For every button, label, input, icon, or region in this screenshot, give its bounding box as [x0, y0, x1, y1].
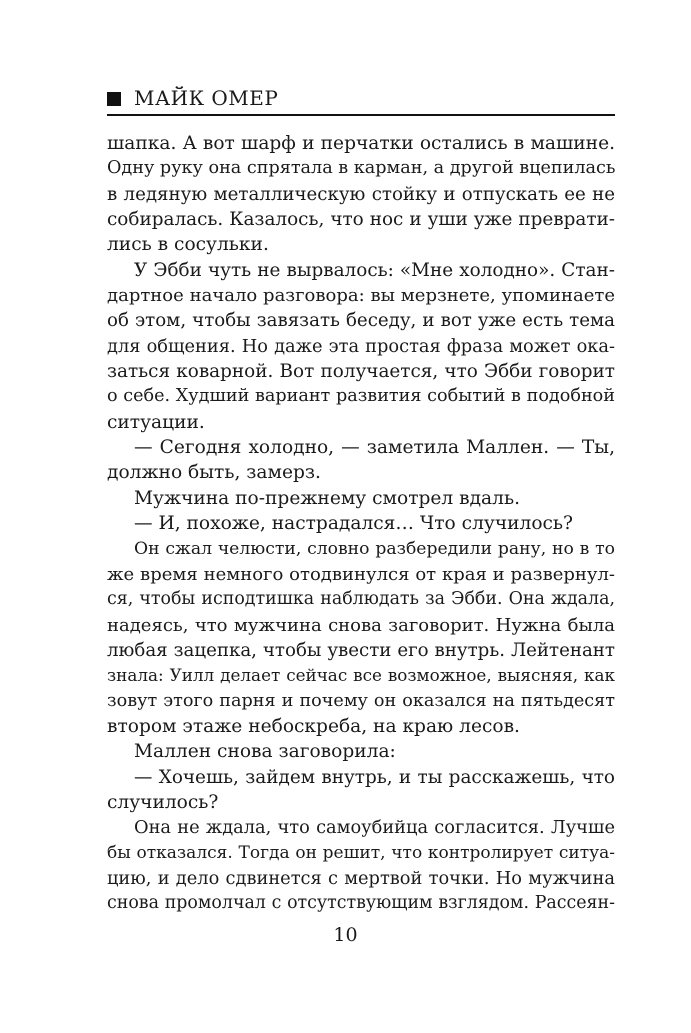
text-line: снова промолчал с отсутствующим взглядом. Рассеян-	[107, 893, 615, 914]
text-line: случилось?	[107, 791, 219, 813]
text-line: втором этаже небоскреба, на краю лесов.	[107, 715, 520, 737]
text-line: Маллен снова заговорила:	[134, 741, 396, 763]
page-number: 10	[333, 924, 358, 946]
text-line: заться коварной. Вот получается, что Эбби говорит	[107, 361, 615, 383]
text-line: собиралась. Казалось, что нос и уши уже преврати-	[107, 209, 615, 231]
text-line: о себе. Худший вариант развития событий в подобной	[107, 386, 615, 407]
text-line: — И, похоже, настрадался… Что случилось?	[134, 513, 574, 535]
text-line: ся, чтобы исподтишка наблюдать за Эбби. Она ждала,	[107, 589, 615, 610]
text-line: — Сегодня холодно, — заметила Маллен. — Ты,	[134, 437, 615, 459]
text-line: цию, и дело сдвинется с мертвой точки. Но мужчина	[107, 867, 615, 889]
text-line: любая зацепка, чтобы увести его внутрь. Лейтенант	[107, 639, 615, 661]
text-line: У Эбби чуть не вырвалось: «Мне холодно». Стан-	[134, 259, 615, 281]
text-line: надеясь, что мужчина снова заговорит. Нужна была	[107, 614, 615, 636]
text-line: зовут этого парня и почему он оказался на пятьдесят	[107, 690, 615, 711]
running-header	[107, 88, 615, 116]
text-line: Мужчина по-прежнему смотрел вдаль.	[134, 487, 520, 509]
text-line: — Хочешь, зайдем внутрь, и ты расскажешь, что	[134, 766, 615, 788]
text-line: шапка. А вот шарф и перчатки остались в машине.	[107, 133, 615, 154]
body-text	[107, 131, 615, 917]
text-line: Одну руку она спрятала в карман, а другой вцепилась	[107, 158, 616, 179]
text-line: же время немного отодвинулся от края и развернул-	[107, 563, 615, 585]
text-line: в ледяную металлическую стойку и отпускать ее не	[107, 183, 615, 205]
text-line: знала: Уилл делает сейчас все возможное, выясняя, как	[107, 665, 615, 686]
text-line: бы отказался. Тогда он решит, что контролирует ситуа-	[107, 842, 615, 863]
text-line: для общения. Но даже эта простая фраза может ока-	[107, 335, 615, 357]
text-line: дартное начало разговора: вы мерзнете, упоминаете	[107, 285, 615, 307]
header-author: МАЙК ОМЕР	[134, 86, 279, 110]
text-line: Он сжал челюсти, словно разбередили рану, но в то	[134, 538, 615, 559]
text-line: лись в сосульки.	[107, 234, 269, 256]
text-line: ситуации.	[107, 411, 205, 433]
text-line: должно быть, замерз.	[107, 462, 321, 484]
header-square-mark	[107, 92, 121, 106]
text-line: Она не ждала, что самоубийца согласится. Лучше	[134, 817, 615, 839]
text-line: об этом, чтобы завязать беседу, и вот уже есть тема	[107, 310, 615, 332]
